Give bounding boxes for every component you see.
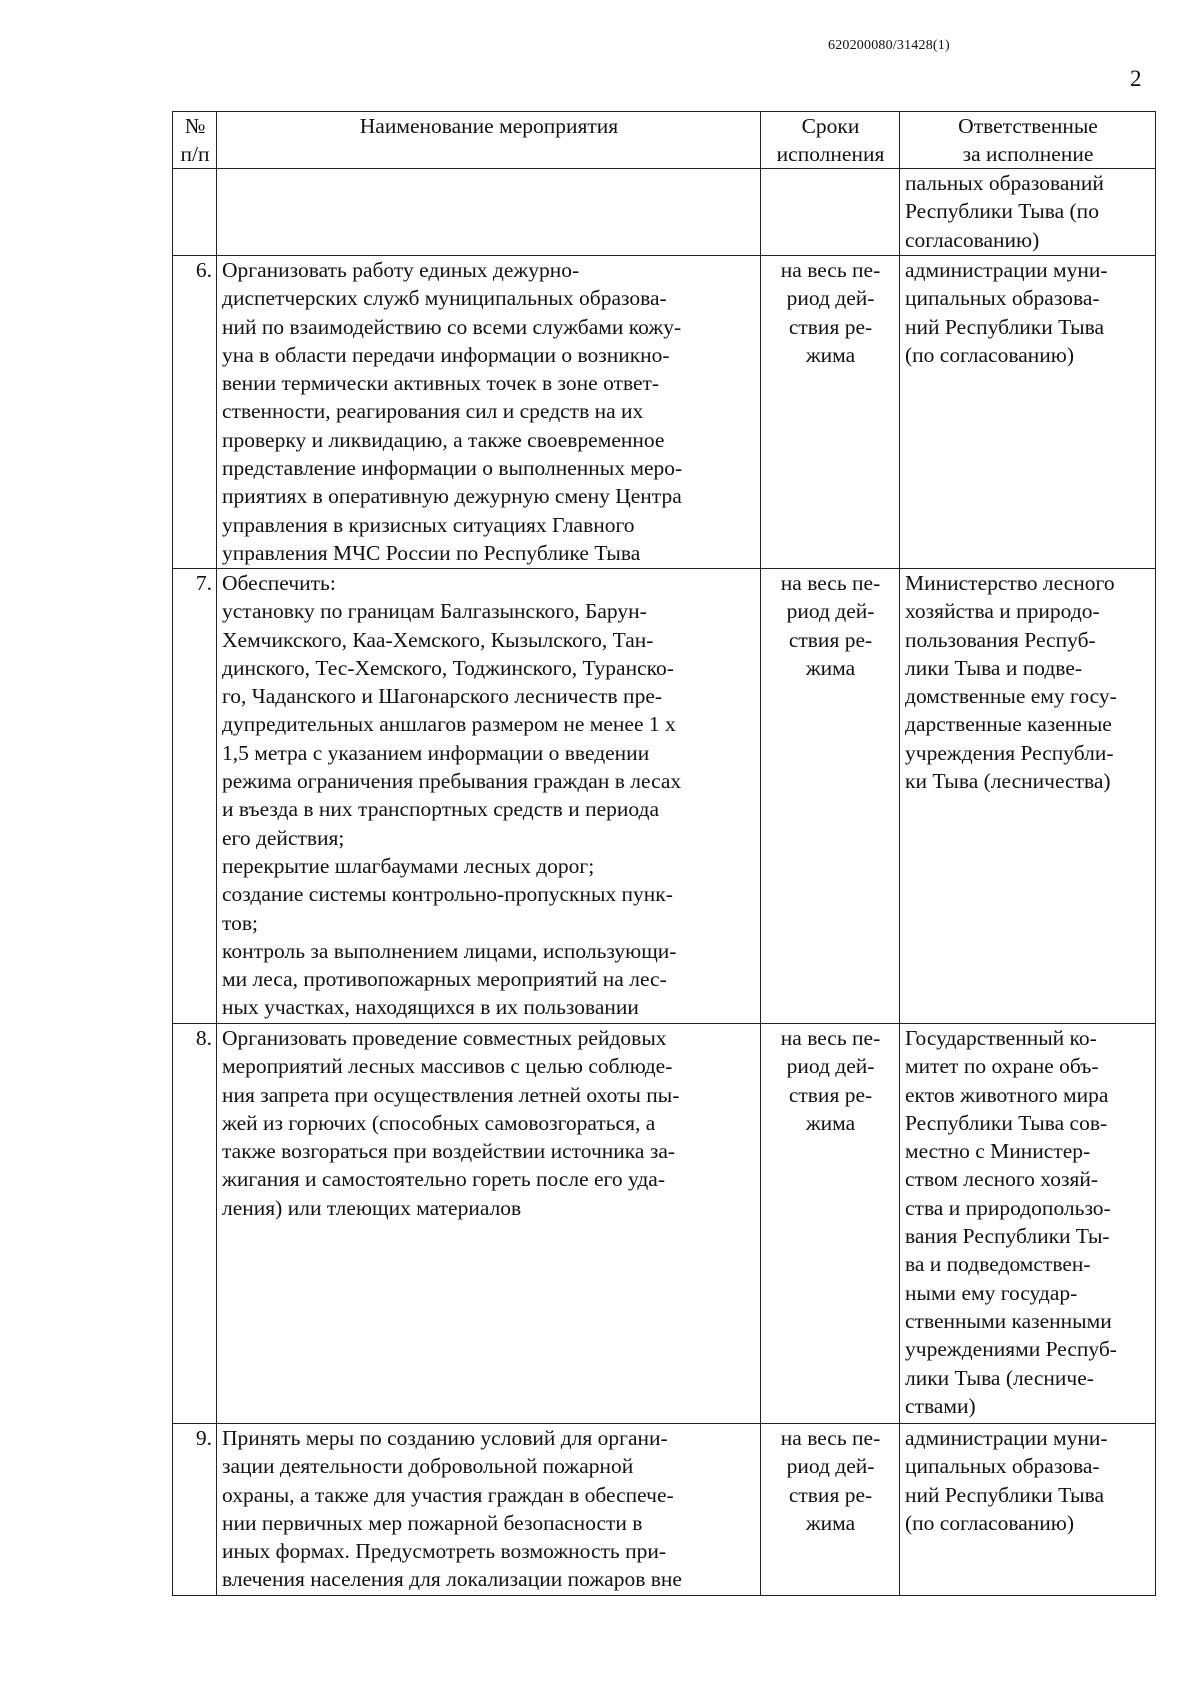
measure-line: ственности, реагирования сил и средств на их xyxy=(222,399,644,424)
measure-responsible xyxy=(900,1424,1156,1596)
measure-line: управления МЧС России по Республике Тыва xyxy=(222,540,641,565)
responsible-line: домственные ему госу- xyxy=(905,684,1117,709)
term-line: на весь пе- xyxy=(780,1026,881,1050)
measure-line: 1,5 метра с указанием информации о введении xyxy=(222,740,650,765)
measure-term xyxy=(761,1424,900,1596)
responsible-line: учреждения Республи- xyxy=(905,740,1114,765)
measure-line: ми леса, противопожарных мероприятий на лес- xyxy=(222,967,667,992)
responsible-line: хозяйства и природо- xyxy=(905,599,1100,624)
responsible-line: администрации муни- xyxy=(905,258,1108,282)
responsible-line: пользования Респуб- xyxy=(905,627,1096,652)
responsible-line: (по согласованию) xyxy=(905,1510,1075,1535)
header-term-line: исполнения xyxy=(776,142,885,166)
term-line: риод дей- xyxy=(786,599,875,624)
measure-line: иных формах. Предусмотреть возможность при- xyxy=(222,1539,667,1564)
measure-term xyxy=(761,256,900,569)
row-number: 6. xyxy=(173,256,217,569)
term-line: ствия ре- xyxy=(788,314,873,339)
term-line: на весь пе- xyxy=(780,1426,881,1450)
measure-line: приятиях в оперативную дежурную смену Центра xyxy=(222,484,682,509)
term-line: жима xyxy=(805,1110,856,1135)
responsible-line: вания Республики Ты- xyxy=(905,1224,1110,1249)
header-term-line: Сроки xyxy=(801,114,860,138)
measure-line: жей из горючих (способных самовозгораться, а xyxy=(222,1110,656,1135)
header-num-line: № xyxy=(184,114,206,138)
responsible-line: лики Тыва (лесниче- xyxy=(905,1365,1094,1390)
row-number: 7. xyxy=(173,569,217,1024)
measure-line: Хемчикского, Каа-Хемского, Кызылского, Тан- xyxy=(222,627,654,652)
term-line: ствия ре- xyxy=(788,1482,873,1507)
measure-name xyxy=(217,169,761,256)
measure-line: Организовать работу единых дежурно- xyxy=(222,258,580,282)
document-id: 620200080/31428(1) xyxy=(828,38,950,53)
table-row xyxy=(173,569,1156,1024)
measure-line: и въезда в них транспортных средств и периода xyxy=(222,797,659,822)
responsible-line: местно с Министер- xyxy=(905,1139,1091,1164)
measure-line: его действия; xyxy=(222,825,345,850)
responsible-line: митет по охране объ- xyxy=(905,1054,1099,1079)
measure-line: проверку и ликвидацию, а также своевременное xyxy=(222,427,665,452)
measure-line: тов; xyxy=(222,910,258,935)
responsible-line: ва и подведомствен- xyxy=(905,1252,1091,1277)
measure-line: го, Чаданского и Шагонарского лесничеств пре- xyxy=(222,684,663,709)
table-header-row xyxy=(173,112,1156,169)
term-line: жима xyxy=(805,1510,856,1535)
table-row xyxy=(173,256,1156,569)
responsible-line: ственными казенными xyxy=(905,1308,1112,1333)
measure-name xyxy=(217,1024,761,1424)
measures-table xyxy=(172,111,1156,1596)
responsible-line: Республики Тыва (по xyxy=(905,199,1099,224)
responsible-line: ний Республики Тыва xyxy=(905,314,1105,339)
responsible-line: (по согласованию) xyxy=(905,342,1075,367)
table-row xyxy=(173,169,1156,256)
header-resp-line: за исполнение xyxy=(962,142,1094,166)
measure-line: Принять меры по созданию условий для органи- xyxy=(222,1426,668,1450)
measure-responsible xyxy=(900,169,1156,256)
measure-line: ния запрета при осуществления летней охоты пы- xyxy=(222,1082,680,1107)
responsible-line: дарственные казенные xyxy=(905,712,1112,737)
measure-line: режима ограничения пребывания граждан в лесах xyxy=(222,769,682,794)
responsible-line: ектов животного мира xyxy=(905,1082,1109,1107)
measure-line: уна в области передачи информации о возникно- xyxy=(222,342,670,367)
responsible-line: администрации муни- xyxy=(905,1426,1108,1450)
term-line: риод дей- xyxy=(786,1454,875,1479)
responsible-line: ными ему государ- xyxy=(905,1280,1078,1305)
row-number xyxy=(173,169,217,256)
responsible-line: лики Тыва и подве- xyxy=(905,655,1083,680)
measure-line: влечения населения для локализации пожаров вне xyxy=(222,1567,682,1592)
measure-line: Обеспечить: xyxy=(222,571,336,595)
responsible-line: ципальных образова- xyxy=(905,1454,1100,1479)
term-line: риод дей- xyxy=(786,286,875,311)
page-number: 2 xyxy=(1130,66,1142,91)
measure-line: ных участках, находящихся в их пользовании xyxy=(222,995,639,1020)
responsible-line: ствами) xyxy=(905,1393,976,1418)
responsible-line: ки Тыва (лесничества) xyxy=(905,769,1111,794)
measure-line: управления в кризисных ситуациях Главного xyxy=(222,512,635,537)
measure-line: Организовать проведение совместных рейдовых xyxy=(222,1026,667,1050)
header-name xyxy=(217,112,761,169)
measure-line: ний по взаимодействию со всеми службами кожу- xyxy=(222,314,682,339)
responsible-line: Министерство лесного xyxy=(905,571,1115,595)
measure-line: контроль за выполнением лицами, использующи- xyxy=(222,938,677,963)
measure-line: перекрытие шлагбаумами лесных дорог; xyxy=(222,853,595,878)
term-line: жима xyxy=(805,342,856,367)
measure-line: ления) или тлеющих материалов xyxy=(222,1195,522,1220)
measure-line: жигания и самостоятельно гореть после его уда- xyxy=(222,1167,665,1192)
measure-responsible xyxy=(900,1024,1156,1424)
term-line: на весь пе- xyxy=(780,258,881,282)
header-name-line: Наименование мероприятия xyxy=(359,114,619,138)
responsible-line: ства и природопользо- xyxy=(905,1195,1111,1220)
header-num xyxy=(173,112,217,169)
term-line: жима xyxy=(805,655,856,680)
row-number: 9. xyxy=(173,1424,217,1596)
measure-line: диспетчерских служб муниципальных образова- xyxy=(222,286,667,311)
measure-line: создание системы контрольно-пропускных пунк- xyxy=(222,882,673,907)
responsible-line: ством лесного хозяй- xyxy=(905,1167,1099,1192)
measure-line: охраны, а также для участия граждан в обеспече- xyxy=(222,1482,674,1507)
measure-name xyxy=(217,1424,761,1596)
header-responsible xyxy=(900,112,1156,169)
measure-line: зации деятельности добровольной пожарной xyxy=(222,1454,634,1479)
measure-line: вении термически активных точек в зоне ответ- xyxy=(222,371,660,396)
responsible-line: согласованию) xyxy=(905,227,1040,252)
measure-term xyxy=(761,1024,900,1424)
measure-name xyxy=(217,569,761,1024)
responsible-line: учреждениями Респуб- xyxy=(905,1337,1117,1362)
term-line: на весь пе- xyxy=(780,571,881,595)
header-resp-line: Ответственные xyxy=(958,114,1098,138)
responsible-line: ний Республики Тыва xyxy=(905,1482,1105,1507)
measure-responsible xyxy=(900,569,1156,1024)
measure-responsible xyxy=(900,256,1156,569)
measure-line: дупредительных аншлагов размером не менее 1 х xyxy=(222,712,676,737)
header-term xyxy=(761,112,900,169)
term-line: риод дей- xyxy=(786,1054,875,1079)
measure-line: представление информации о выполненных меро- xyxy=(222,456,683,481)
measure-term xyxy=(761,569,900,1024)
responsible-line: Республики Тыва сов- xyxy=(905,1110,1108,1135)
header-num-line: п/п xyxy=(180,142,210,166)
table-row xyxy=(173,1024,1156,1424)
term-line: ствия ре- xyxy=(788,627,873,652)
measure-term xyxy=(761,169,900,256)
table-row xyxy=(173,1424,1156,1596)
responsible-line: Государственный ко- xyxy=(905,1026,1097,1050)
row-number: 8. xyxy=(173,1024,217,1424)
measure-line: также возгораться при воздействии источника за- xyxy=(222,1139,676,1164)
measure-name xyxy=(217,256,761,569)
measure-line: динского, Тес-Хемского, Тоджинского, Туранско- xyxy=(222,655,674,680)
measure-line: мероприятий лесных массивов с целью соблюде- xyxy=(222,1054,673,1079)
responsible-line: ципальных образова- xyxy=(905,286,1100,311)
measure-line: установку по границам Балгазынского, Барун- xyxy=(222,599,647,624)
term-line: ствия ре- xyxy=(788,1082,873,1107)
measure-line: нии первичных мер пожарной безопасности в xyxy=(222,1510,643,1535)
responsible-line: пальных образований xyxy=(905,171,1104,195)
